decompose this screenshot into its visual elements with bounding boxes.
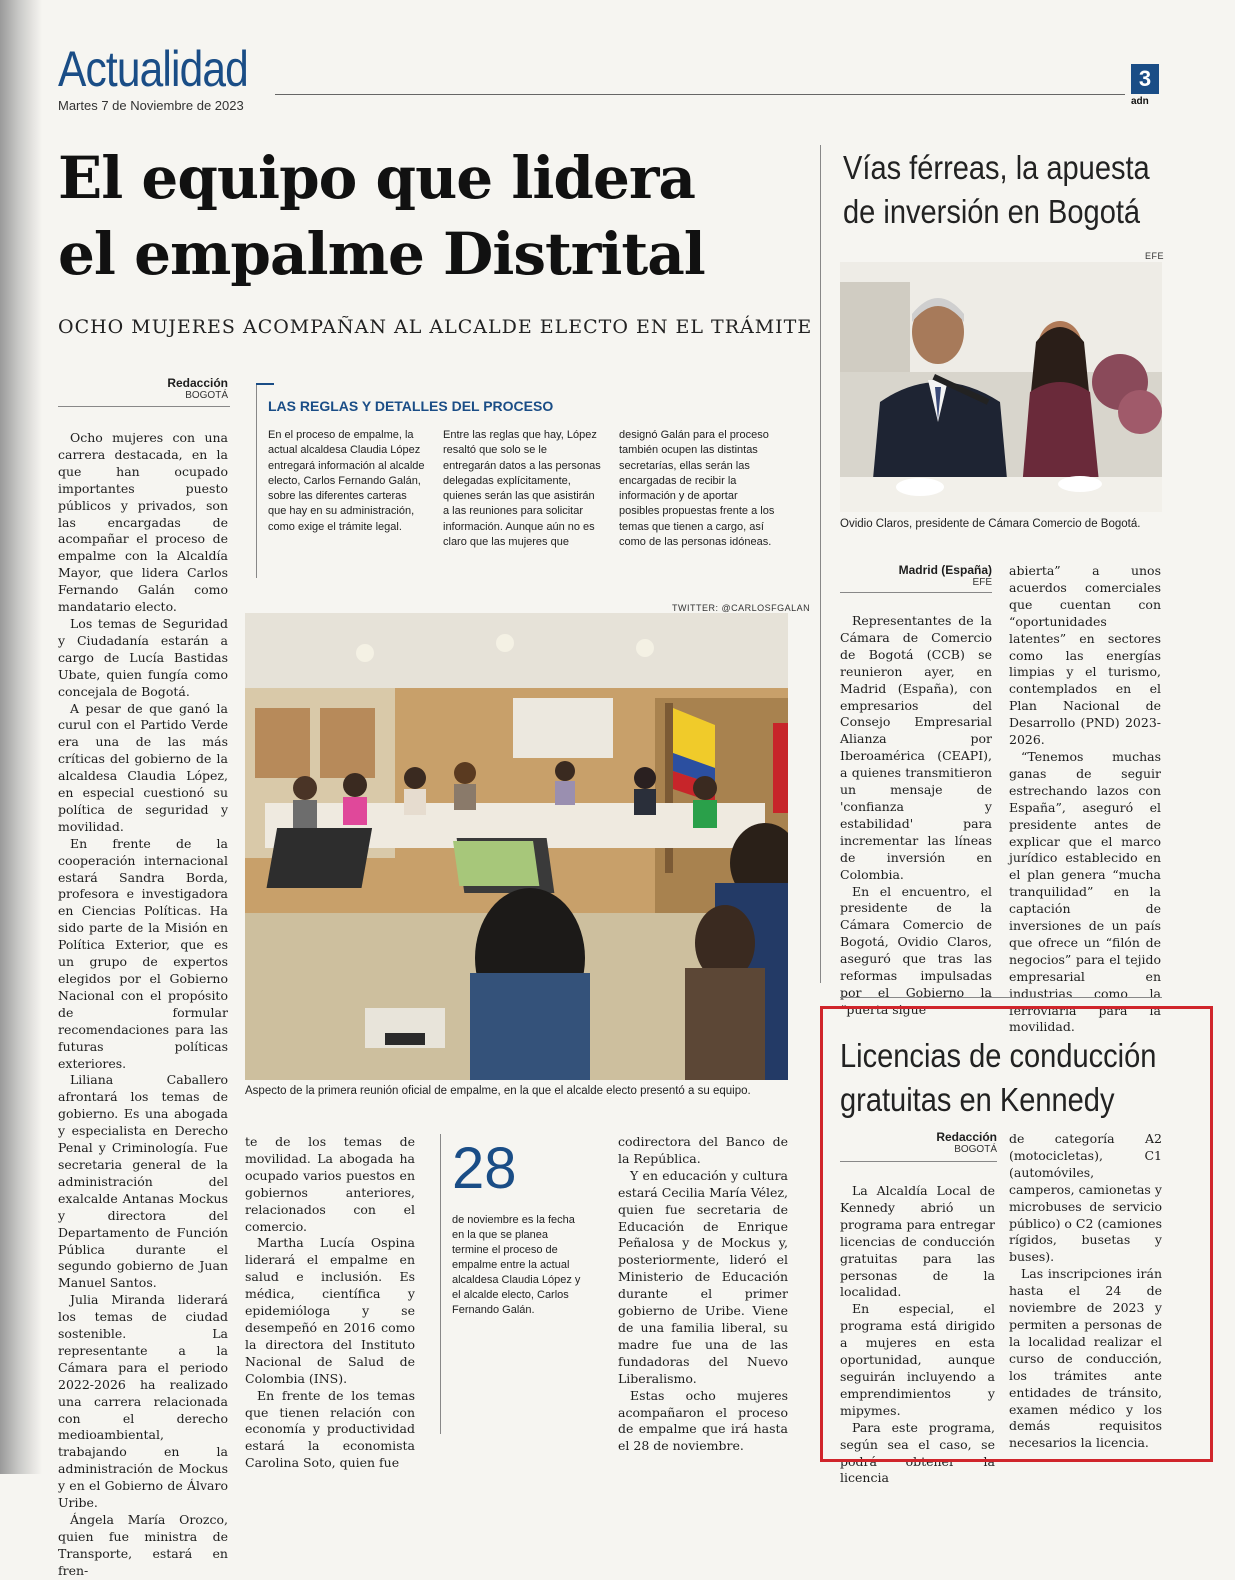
- byline-city: BOGOTÁ: [954, 1144, 997, 1155]
- paragraph: Las inscripciones irán hasta el 24 de noviembre de 2023 y permiten a personas de la localidad realizar el curso de conducción, los trámites ante entidades de tránsito, examen médico y los demás requisitos necesarios la licencia.: [1009, 1266, 1162, 1451]
- byline-city: EFE: [972, 577, 992, 588]
- paragraph: “Tenemos muchas ganas de seguir estrechando lazos con España”, aseguró el presidente antes de explicar que el marco jurídico establecido en el plan genera “mucha tranquilidad” en la captación de inversiones de un país que ofrece un “filón de negocios” para el tejido empresarial en industrias como la ferroviaria para la movilidad.: [1009, 748, 1161, 1035]
- section-title: Actualidad: [58, 41, 248, 97]
- page-number: 3: [1131, 64, 1159, 94]
- side-photo-caption: Ovidio Claros, presidente de Cámara Comercio de Bogotá.: [840, 518, 1141, 530]
- main-kicker: OCHO MUJERES ACOMPAÑAN AL ALCALDE ELECTO EN EL TRÁMITE: [58, 316, 813, 338]
- main-column-3: [618, 1134, 788, 1455]
- photo-caption: Aspecto de la primera reunión oficial de empalme, en la que el alcalde electo presentó a su equipo.: [245, 1085, 751, 1097]
- byline-rule: [58, 406, 230, 407]
- paragraph: Y en educación y cultura estará Cecilia María Vélez, quien fue secretaria de Educación de Enrique Peñalosa y de Mockus y, posteriormente, lideró el Ministerio de Educación durante el primer gobierno de Uribe. Viene de una familia liberal, su madre fue una de las fundadoras del Nuevo Liberalismo.: [618, 1167, 788, 1386]
- paragraph: En frente de la cooperación internacional estará Sandra Borda, profesora e investigadora en Ciencias Políticas. Ha sido parte de la Misión en Política Exterior, que es un grupo de expertos elegidos por el Gobierno Nacional con el propósito de formular recomendaciones para las futuras políticas exteriores.: [58, 835, 228, 1071]
- paragraph: En especial, el programa está dirigido a mujeres en esta oportunidad, aunque seguirán incluyendo a emprendimientos y mipymes.: [840, 1301, 995, 1418]
- box-column-3: designó Galán para el proceso también ocupen las distintas secretarías, ellas serán las encargadas de recibir la información y de aportar posibles propuestas frente a los temas que tienen a cargo, así como de las personas idóneas.: [619, 429, 775, 549]
- box-column-2: Entre las reglas que hay, López resaltó que solo se le entregarán datos a las personas delegadas explícitamente, quienes serán las que asistirán a las reuniones para solicitar información. Aunque aún no es claro que las mujeres que: [443, 429, 601, 549]
- headline-line-2: el empalme Distrital: [58, 220, 705, 288]
- header-rule: [275, 94, 1125, 95]
- page-fold-shadow: [0, 0, 42, 1474]
- headline-line-1: El equipo que lidera: [58, 144, 696, 212]
- issue-date: Martes 7 de Noviembre de 2023: [58, 98, 244, 113]
- paragraph: Ocho mujeres con una carrera destacada, en la que han ocupado importantes puesto públicos y privados, son las encargadas de acompañar el proceso de empalme con la Alcaldía Mayor, que lidera Carlos Fernando Galán como mandatario electo.: [58, 430, 228, 615]
- paragraph: Ángela María Orozco, quien fue ministra de Transporte, estará en fren-: [58, 1512, 228, 1578]
- side-article-1-column-1: [840, 613, 992, 1019]
- box-column-1: En el proceso de empalme, la actual alcaldesa Claudia López entregará información al alcalde electo, Carlos Fernando Galán, sobre las diferentes carteras que hay en su administración, como exige el trámite legal.: [268, 429, 425, 533]
- paragraph: codirectora del Banco de la República.: [618, 1134, 788, 1166]
- meeting-photo: [245, 613, 788, 1080]
- executive-photo-illustration: [840, 262, 1162, 512]
- main-column-1: [58, 430, 228, 1580]
- byline-city: BOGOTÁ: [185, 390, 228, 401]
- paragraph: En frente de los temas que tienen relación con economía y productividad estará la economista Carolina Soto, quien fue: [245, 1387, 415, 1471]
- main-byline: [58, 376, 228, 401]
- stat-rule: [440, 1134, 441, 1434]
- paragraph: de categoría A2 (motocicletas), C1 (automóviles, camperos, camionetas y microbuses de servicio público) o C2 (camiones rígidos, busetas y buses).: [1009, 1131, 1162, 1265]
- paragraph: te de los temas de movilidad. La abogada ha ocupado varios puestos en gobiernos anteriores, relacionados con el comercio.: [245, 1134, 415, 1234]
- article-separator: [840, 997, 1162, 998]
- photo-credit: TWITTER: @CARLOSFGALAN: [672, 603, 811, 613]
- side-article-1-title: [843, 146, 1150, 234]
- stat-number: 28: [452, 1136, 517, 1201]
- paragraph: Para este programa, según sea el caso, se podrá obtener la licencia: [840, 1419, 995, 1486]
- right-column-rule: [820, 145, 821, 983]
- paragraph: abierta” a unos acuerdos comerciales que cuentan con “oportunidades latentes” en sectores como las energías limpias y el turismo, contemplados en el Plan Nacional de Desarrollo (PND) 2023-2026.: [1009, 563, 1161, 748]
- paragraph: Martha Lucía Ospina liderará el empalme en salud e inclusión. Es médica, científica y epidemióloga y se desempeñó en 2016 como la directora del Instituto Nacional de Salud de Colombia (INS).: [245, 1235, 415, 1386]
- paragraph: La Alcaldía Local de Kennedy abrió un programa para entregar licencias de conducción gratuitas para las personas de la localidad.: [840, 1183, 995, 1300]
- paragraph: A pesar de que ganó la curul con el Partido Verde era una de las más críticas del gobierno de la alcaldesa Claudia López, en especial cuestionó su política de seguridad y movilidad.: [58, 700, 228, 834]
- byline-name: Redacción: [936, 1130, 997, 1144]
- paragraph: Representantes de la Cámara de Comercio de Bogotá (CCB) se reunieron ayer, en Madrid (España), con empresarios del Consejo Empresarial Alianza por Iberoamérica (CEAPI), a quienes transmitieron un mensaje de 'confianza y estabilidad' para incrementar las líneas de inversión en Colombia.: [840, 613, 992, 882]
- side-article-1-column-2: [1009, 563, 1161, 1036]
- byline-name: Redacción: [167, 376, 228, 390]
- paragraph: Julia Miranda liderará los temas de ciudad sostenible. La representante a la Cámara para el periodo 2022-2026 ha realizado una carrera relacionada con el derecho medioambiental, trabajando en la administración de Mockus y en el Gobierno de Álvaro Uribe.: [58, 1292, 228, 1511]
- paragraph: Los temas de Seguridad y Ciudadanía estarán a cargo de Lucía Bastidas Ubate, quien fungía como concejala de Bogotá.: [58, 615, 228, 699]
- box-title: LAS REGLAS Y DETALLES DEL PROCESO: [268, 398, 554, 414]
- title-line-2: gratuitas en Kennedy: [840, 1081, 1115, 1118]
- paragraph: Liliana Caballero afrontará los temas de gobierno. Es una abogada y especialista en Derecho Penal y Criminología. Fue secretaria general de la administración del exalcalde Antanas Mockus y directora del Departamento de Función Pública durante el segundo gobierno de Juan Manuel Santos.: [58, 1072, 228, 1291]
- meeting-photo-illustration: [245, 613, 788, 1080]
- stat-text: de noviembre es la fecha en la que se planea termine el proceso de empalme entre la actual alcaldesa Claudia López y el alcalde electo, Carlos Fernando Galán.: [452, 1214, 581, 1316]
- title-line-1: Licencias de conducción: [840, 1037, 1157, 1074]
- box-accent-rule: [256, 383, 274, 385]
- title-line-2: de inversión en Bogotá: [843, 193, 1141, 230]
- byline-rule: [840, 592, 992, 593]
- brand-logo: adn: [1131, 96, 1149, 107]
- title-line-1: Vías férreas, la apuesta: [843, 149, 1150, 186]
- executive-photo: [840, 262, 1162, 512]
- main-headline: [58, 140, 818, 292]
- side-article-1-byline: [840, 563, 992, 588]
- paragraph: Estas ocho mujeres acompañaron el proceso de empalme que irá hasta el 28 de noviembre.: [618, 1387, 788, 1454]
- side-photo-credit: EFE: [1145, 251, 1165, 261]
- highlight-frame: [820, 1006, 1213, 1462]
- byline-name: Madrid (España): [898, 563, 992, 577]
- paragraph: En el encuentro, el presidente de la Cámara Comercio de Bogotá, Ovidio Claros, aseguró que tras las reformas impulsadas por el Gobierno la “puerta sigue: [840, 883, 992, 1017]
- main-column-2: [245, 1134, 415, 1472]
- box-left-rule: [256, 383, 257, 578]
